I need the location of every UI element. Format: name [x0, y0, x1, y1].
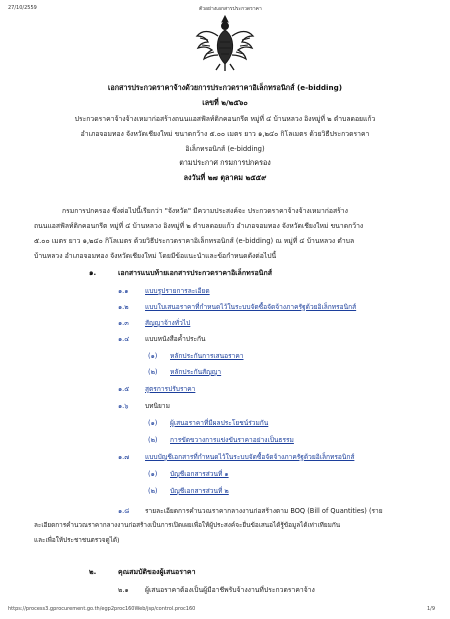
attachment-link-doc-part-2[interactable]: บัญชีเอกสารส่วนที่ ๒ [170, 487, 229, 495]
garuda-emblem-icon [194, 12, 256, 74]
sub-item-number: (๑) [148, 352, 158, 360]
item-number: ๑.๑ [118, 287, 129, 295]
item-number: ๑.๕ [118, 385, 130, 393]
page-url: https://process3.gprocurement.go.th/egp2proc160Web/jsp/control.proc160 [8, 606, 196, 612]
attachment-link-doc-part-1[interactable]: บัญชีเอกสารส่วนที่ ๑ [170, 470, 229, 478]
title-desc-1: ประกวดราคาจ้างจ้างเหมาก่อสร้างถนนแอสฟัลท์ติกคอนกรีต หมู่ที่ ๔ บ้านหลวง อิงหมู่ที่ ๒ ตำบลดอยแก้ว [74, 115, 376, 123]
item-number: ๒.๑ [118, 586, 129, 594]
doc-title: เอกสารประกวดราคาจ้างด้วยการประกวดราคาอิเล็กทรอนิกส์ (e-bidding) [107, 83, 343, 92]
qualification-item-1: ผู้เสนอราคาต้องเป็นผู้มีอาชีพรับจ้างงานที่ประกวดราคาจ้าง [145, 586, 315, 594]
announcement-source: ตามประกาศ กรมการปกครอง [179, 158, 271, 167]
print-date: 27/10/2559 [8, 5, 37, 11]
item-number: ๑.๖ [118, 402, 129, 410]
sub-item-number: (๑) [148, 419, 158, 427]
attachment-link-bid-form[interactable]: แบบใบเสนอราคาที่กำหนดไว้ในระบบจัดซื้อจัดจ้างภาครัฐด้วยอิเล็กทรอนิกส์ [145, 303, 357, 311]
item-number: ๑.๔ [118, 335, 130, 343]
guarantee-forms-label: แบบหนังสือค้ำประกัน [145, 335, 206, 343]
section-1-title: เอกสารแนบท้ายเอกสารประกวดราคาอิเล็กทรอนิกส์ [118, 269, 272, 277]
sub-item-number: (๒) [148, 436, 158, 444]
sub-item-number: (๑) [148, 470, 158, 478]
attachment-link-price-adjustment[interactable]: สูตรการปรับราคา [145, 385, 196, 393]
sub-item-number: (๒) [148, 487, 158, 495]
announcement-date: ลงวันที่ ๒๗ ตุลาคม ๒๕๕๙ [183, 173, 267, 182]
title-desc-2: อำเภอจอมทอง จังหวัดเชียงใหม่ ขนาดกว้าง ๕.๐๐ เมตร ยาว ๑,๒๔๐ กิโลเมตร ด้วยวิธีประกวดราคา [80, 130, 370, 138]
boq-detail-text: รายละเอียดการคำนวณราคากลางงานก่อสร้างตาม BOQ (Bill of Quantities) (ราย [145, 507, 383, 515]
doc-number: เลขที่ ๒/๒๕๖๐ [202, 98, 248, 107]
section-2-title: คุณสมบัติของผู้เสนอราคา [118, 568, 196, 576]
intro-line-2: ถนนแอสฟัลท์ติกคอนกรีต หมู่ที่ ๔ บ้านหลวง อิงหมู่ที่ ๒ ตำบลดอยแก้ว อำเภอจอมทอง จังหวัดเชียงใหม่ ขนาดกว้าง [34, 222, 364, 230]
item-number: ๑.๒ [118, 303, 129, 311]
attachment-link-document-list[interactable]: แบบบัญชีเอกสารที่กำหนดไว้ในระบบจัดซื้อจัดจ้างภาครัฐด้วยอิเล็กทรอนิกส์ [145, 453, 355, 461]
section-2-number: ๒. [89, 568, 97, 576]
attachment-link-shared-interest[interactable]: ผู้เสนอราคาที่มีผลประโยชน์ร่วมกัน [170, 419, 269, 427]
page-number: 1/9 [427, 606, 436, 612]
title-desc-3: อิเล็กทรอนิกส์ (e-bidding) [185, 145, 265, 153]
doc-type-label: ตัวอย่างเอกสารประกวดราคา [199, 6, 262, 12]
intro-line-1: กรมการปกครอง ซึ่งต่อไปนี้เรียกว่า "จังหวัด" มีความประสงค์จะ ประกวดราคาจ้างจ้างเหมาก่อสร้าง [62, 207, 348, 215]
sub-item-number: (๒) [148, 368, 158, 376]
definitions-label: บทนิยาม [145, 402, 170, 410]
attachment-link-contract[interactable]: สัญญาจ้างทั่วไป [145, 319, 191, 327]
intro-line-4: บ้านหลวง อำเภอจอมทอง จังหวัดเชียงใหม่ โดยมีข้อแนะนำและข้อกำหนดดังต่อไปนี้ [34, 252, 277, 260]
attachment-link-contract-guarantee[interactable]: หลักประกันสัญญา [170, 368, 222, 376]
item-number: ๑.๘ [118, 507, 130, 515]
section-1-number: ๑. [89, 269, 97, 277]
attachment-link-bid-guarantee[interactable]: หลักประกันการเสนอราคา [170, 352, 244, 360]
attachment-link-anti-competition[interactable]: การขัดขวางการแข่งขันราคาอย่างเป็นธรรม [170, 436, 294, 444]
attachment-link-drawings[interactable]: แบบรูปรายการละเอียด [145, 287, 210, 295]
boq-detail-cont-2: และเพื่อให้ประชาชนตรวจดูได้) [34, 536, 120, 544]
item-number: ๑.๓ [118, 319, 129, 327]
boq-detail-cont-1: ละเอียดการคำนวณราคากลางงานก่อสร้างเป็นการเปิดเผยเพื่อให้ผู้ประสงค์จะยื่นข้อเสนอได้รู้ข้อมูลได้เท่าเทียมกัน [34, 521, 341, 529]
intro-line-3: ๕.๐๐ เมตร ยาว ๑,๒๔๐ กิโลเมตร ด้วยวิธีประกวดราคาอิเล็กทรอนิกส์ (e-bidding) ณ หมู่ที่ ๔ บ้านหลวง ตำบล [34, 237, 355, 245]
item-number: ๑.๗ [118, 453, 130, 461]
